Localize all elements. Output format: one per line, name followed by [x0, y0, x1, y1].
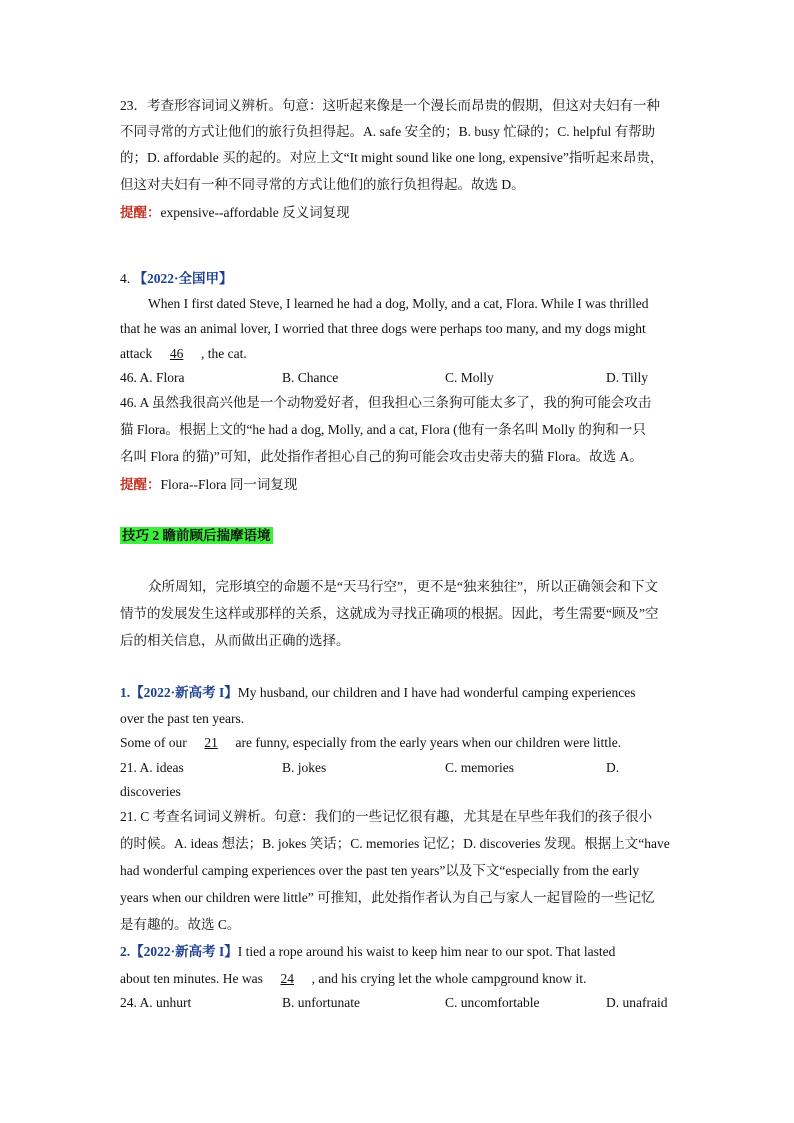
q1-option-a: 21. A. ideas: [120, 760, 184, 775]
q1-option-d-wrap: discoveries: [120, 784, 181, 799]
q23-line-1: 23．考查形容词词义辨析。句意：这听起来像是一个漫长而昂贵的假期，但这对夫妇有一种: [120, 98, 660, 113]
q1-line-3: [120, 734, 621, 752]
q4-tip: [120, 476, 297, 494]
q4-passage-line-2: that he was an animal lover, I worried that three dogs were perhaps too many, and my dogs might: [120, 321, 646, 336]
q4-answer-line-1: 46. A 虽然我很高兴他是一个动物爱好者，但我担心三条狗可能太多了，我的狗可能会攻击: [120, 395, 652, 410]
q1-answer-line-3: had wonderful camping experiences over the past ten years”以及下文“especially from the early: [120, 863, 640, 878]
q1-line-2: over the past ten years.: [120, 711, 245, 726]
q1-answer-line-5: 是有趣的。故选 C。: [120, 917, 241, 932]
q2-option-b: B. unfortunate: [282, 995, 360, 1010]
q4-option-c: C. Molly: [445, 370, 494, 385]
section-paragraph-line-3: 后的相关信息，从而做出正确的选择。: [120, 633, 350, 648]
q2-option-d: D. unafraid: [606, 995, 668, 1010]
q4-passage-text-end: , the cat.: [200, 346, 247, 361]
q2-option-c: C. uncomfortable: [445, 995, 540, 1010]
q2-source: 2.【2022·新高考 I】: [120, 944, 238, 959]
q1-passage-text: My husband, our children and I have had wonderful camping experiences: [237, 685, 636, 700]
q1-answer-line-4: years when our children were little” 可推知，此处指作者认为自己与家人一起冒险的一些记忆: [120, 890, 655, 905]
q1-option-b: B. jokes: [282, 760, 327, 775]
q1-option-d: D.: [606, 760, 620, 775]
q2-passage-text: about ten minutes. He was: [120, 971, 263, 986]
q4-source: 【2022·全国甲】: [133, 271, 233, 286]
q4-passage-line-3: [120, 345, 247, 363]
section-heading: [120, 527, 273, 545]
tip-text: expensive--affordable 反义词复现: [160, 205, 350, 220]
q1-answer-line-2: 的时候。A. ideas 想法；B. jokes 笑话；C. memories 记忆；D. discoveries 发现。根据上文“have: [120, 836, 670, 851]
q2-passage-text: I tied a rope around his waist to keep him near to our spot. That lasted: [237, 944, 616, 959]
q4-passage-line-1: When I first dated Steve, I learned he had a dog, Molly, and a cat, Flora. While I was thrilled: [148, 296, 649, 311]
q4-header: [120, 270, 233, 288]
q1-passage-text-end: are funny, especially from the early years when our children were little.: [235, 735, 622, 750]
q23-line-3: 的；D. affordable 买的起的。对应上文“It might sound like one long, expensive”指听起来昂贵，: [120, 150, 664, 165]
q1-answer-line-1: 21. C 考查名词词义辨析。句意：我们的一些记忆很有趣，尤其是在早些年我们的孩子很小: [120, 809, 653, 824]
section-paragraph-line-2: 情节的发展发生这样或那样的关系，这就成为寻找正确项的根据。因此，考生需要“顾及”空: [120, 606, 659, 621]
q4-option-a: 46. A. Flora: [120, 370, 185, 385]
q1-option-c: C. memories: [445, 760, 514, 775]
q1-blank: 21: [204, 735, 218, 750]
q2-line-2: [120, 970, 586, 988]
q4-option-b: B. Chance: [282, 370, 339, 385]
q2-passage-text-end: , and his crying let the whole campground know it.: [311, 971, 587, 986]
section-paragraph-line-1: 众所周知，完形填空的命题不是“天马行空”，更不是“独来独往”，所以正确领会和下文: [148, 579, 658, 594]
q4-number: 4.: [120, 271, 131, 286]
q2-blank: 24: [280, 971, 294, 986]
q1-line-1: [120, 684, 636, 702]
tip-label: 提醒：: [120, 205, 161, 220]
q1-passage-text: Some of our: [120, 735, 187, 750]
q23-line-2: 不同寻常的方式让他们的旅行负担得起。A. safe 安全的；B. busy 忙碌的；C. helpful 有帮助: [120, 124, 656, 139]
q1-source: 1.【2022·新高考 I】: [120, 685, 238, 700]
section-heading-text: 技巧 2 瞻前顾后揣摩语境: [122, 528, 271, 543]
tip-label: 提醒：: [120, 477, 161, 492]
q2-option-a: 24. A. unhurt: [120, 995, 192, 1010]
q4-blank: 46: [169, 346, 184, 361]
q23-line-4: 但这对夫妇有一种不同寻常的方式让他们的旅行负担得起。故选 D。: [120, 177, 525, 192]
q23-tip: [120, 204, 350, 222]
q4-option-d: D. Tilly: [606, 370, 649, 385]
q4-passage-text: attack: [120, 346, 153, 361]
tip-text: Flora--Flora 同一词复现: [160, 477, 298, 492]
q2-line-1: [120, 943, 615, 961]
q4-answer-line-2: 猫 Flora。根据上文的“he had a dog, Molly, and a cat, Flora (他有一条名叫 Molly 的狗和一只: [120, 422, 646, 437]
q4-answer-line-3: 名叫 Flora 的猫)”可知，此处指作者担心自己的狗可能会攻击史蒂夫的猫 Flora。故选 A。: [120, 449, 643, 464]
